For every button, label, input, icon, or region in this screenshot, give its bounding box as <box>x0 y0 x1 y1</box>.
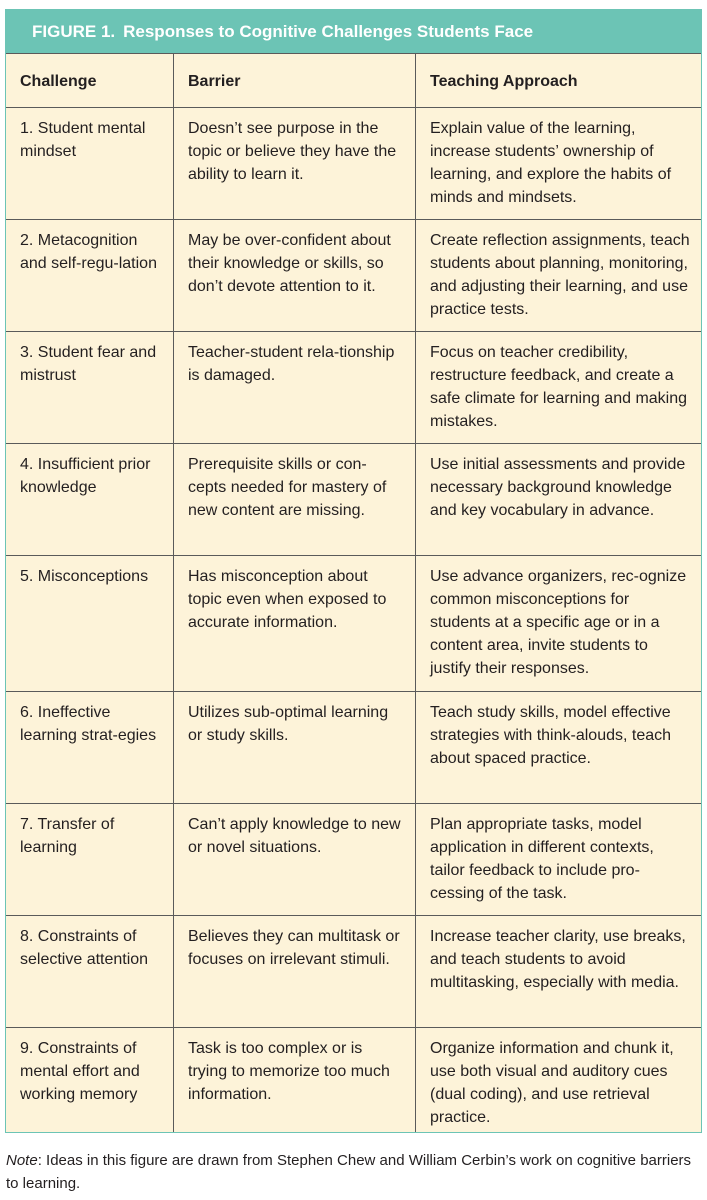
approach-cell: Plan appropriate tasks, model application in different contexts, tailor feedback to include pro-cessing of the task. <box>416 804 703 916</box>
note-label: Note <box>6 1152 38 1169</box>
table-row <box>6 556 703 692</box>
approach-cell: Explain value of the learning, increase students’ ownership of learning, and explore the habits of minds and mindsets. <box>416 108 703 220</box>
approach-cell: Focus on teacher credibility, restructure feedback, and create a safe climate for learning and making mistakes. <box>416 332 703 444</box>
approach-cell: Use advance organizers, rec-ognize common misconceptions for students at a specific age or in a content area, invite students to justify their responses. <box>416 556 703 692</box>
table-row <box>6 916 703 1028</box>
barrier-cell: Believes they can multitask or focuses on irrelevant stimuli. <box>174 916 416 1028</box>
approach-cell: Use initial assessments and provide necessary background knowledge and key vocabulary in advance. <box>416 444 703 556</box>
challenge-cell: 9. Constraints of mental effort and working memory <box>6 1028 174 1134</box>
header-teaching-approach: Teaching Approach <box>416 54 703 108</box>
table-row <box>6 108 703 220</box>
barrier-cell: Has misconception about topic even when exposed to accurate information. <box>174 556 416 692</box>
table-row <box>6 220 703 332</box>
approach-cell: Teach study skills, model effective strategies with think-alouds, teach about spaced practice. <box>416 692 703 804</box>
barrier-cell: Teacher-student rela-tionship is damaged. <box>174 332 416 444</box>
figure <box>5 9 702 1133</box>
approach-cell: Organize information and chunk it, use both visual and auditory cues (dual coding), and use retrieval practice. <box>416 1028 703 1134</box>
challenge-cell: 3. Student fear and mistrust <box>6 332 174 444</box>
challenge-cell: 7. Transfer of learning <box>6 804 174 916</box>
challenge-cell: 2. Metacognition and self-regu-lation <box>6 220 174 332</box>
table-row <box>6 1028 703 1134</box>
note-text: : Ideas in this figure are drawn from Stephen Chew and William Cerbin’s work on cognitive barriers to learning. <box>6 1152 692 1192</box>
figure-label: FIGURE 1. <box>32 21 116 41</box>
challenge-cell: 1. Student mental mindset <box>6 108 174 220</box>
challenge-cell: 4. Insufficient prior knowledge <box>6 444 174 556</box>
figure-note <box>6 1149 701 1195</box>
barrier-cell: Utilizes sub-optimal learning or study skills. <box>174 692 416 804</box>
challenges-table <box>5 53 702 1133</box>
barrier-cell: Prerequisite skills or con-cepts needed for mastery of new content are missing. <box>174 444 416 556</box>
barrier-cell: May be over-confident about their knowledge or skills, so don’t devote attention to it. <box>174 220 416 332</box>
figure-title: Responses to Cognitive Challenges Students Face <box>123 21 534 41</box>
challenge-cell: 8. Constraints of selective attention <box>6 916 174 1028</box>
approach-cell: Create reflection assignments, teach students about planning, monitoring, and adjusting their learning, and use practice tests. <box>416 220 703 332</box>
barrier-cell: Can’t apply knowledge to new or novel situations. <box>174 804 416 916</box>
figure-header <box>6 10 701 53</box>
approach-cell: Increase teacher clarity, use breaks, and teach students to avoid multitasking, especially with media. <box>416 916 703 1028</box>
challenge-cell: 5. Misconceptions <box>6 556 174 692</box>
table-row <box>6 804 703 916</box>
table-header-row <box>6 54 703 108</box>
barrier-cell: Task is too complex or is trying to memorize too much information. <box>174 1028 416 1134</box>
table-row <box>6 332 703 444</box>
header-challenge: Challenge <box>6 54 174 108</box>
table-row <box>6 444 703 556</box>
header-barrier: Barrier <box>174 54 416 108</box>
challenge-cell: 6. Ineffective learning strat-egies <box>6 692 174 804</box>
table-row <box>6 692 703 804</box>
barrier-cell: Doesn’t see purpose in the topic or believe they have the ability to learn it. <box>174 108 416 220</box>
